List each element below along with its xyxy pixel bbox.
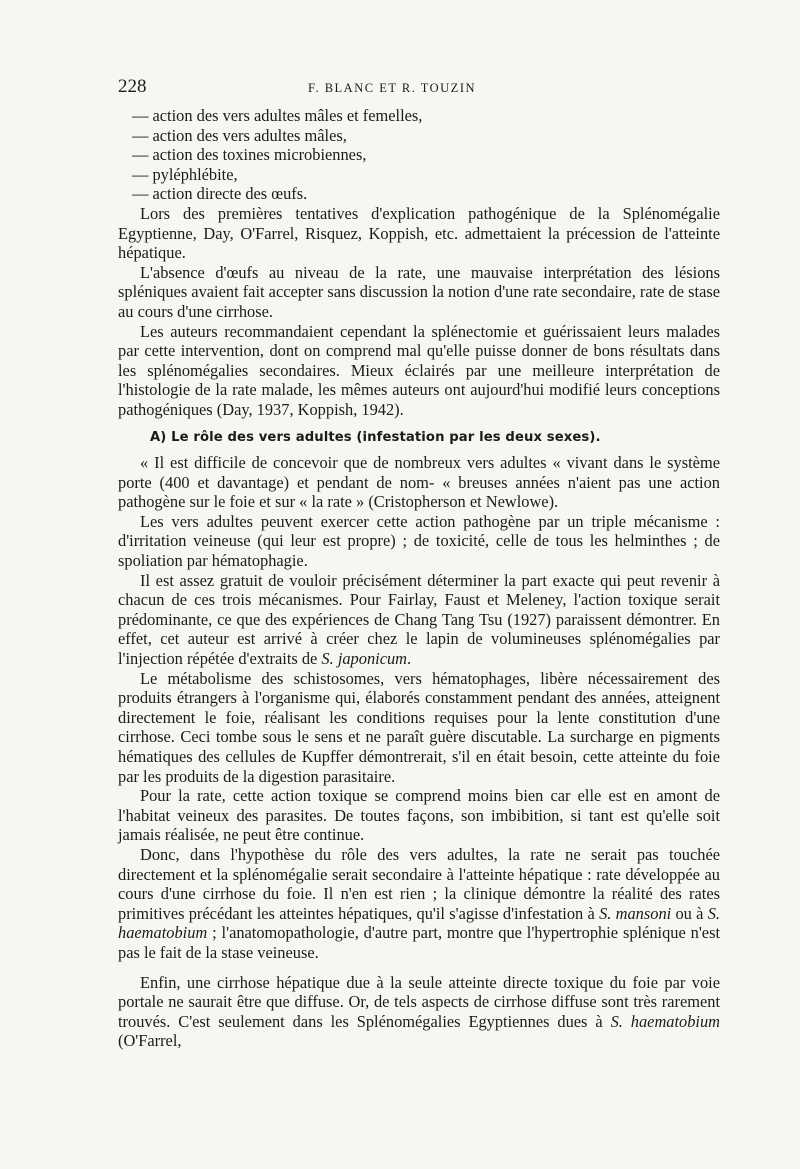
- species-name: S. haematobium: [118, 903, 720, 943]
- text-run: .: [407, 649, 412, 669]
- mechanism-list: [118, 106, 720, 204]
- page-number: 228: [118, 76, 147, 97]
- species-name: S. mansoni: [599, 903, 672, 923]
- paragraph: [118, 845, 720, 963]
- page-header: [118, 76, 720, 98]
- paragraph: [118, 973, 720, 1051]
- list-item: — action directe des œufs.: [132, 184, 308, 204]
- paragraph: Les auteurs recommandaient cependant la splénectomie et guérissaient leurs malades par cette intervention, dont on comprend mal qu'elle puisse donner de bons résultats dans les splénomégalies secondaires. Mieux éclairés par une meilleure interprétation de l'histologie de la rate malade, les mêmes auteurs ont aujourd'hui modifié leurs conceptions pathogéniques (Day, 1937, Koppish, 1942).: [118, 321, 720, 419]
- paragraph: Les vers adultes peuvent exercer cette action pathogène par un triple mécanisme : d'irritation veineuse (qui leur est propre) ; de toxicité, celle de tous les helminthes ; de spoliation par hématophagie.: [118, 511, 720, 571]
- list-item: — action des toxines microbiennes,: [132, 145, 367, 165]
- paragraph: Le métabolisme des schistosomes, vers hématophages, libère nécessairement des produits étrangers à l'organisme qui, élaborés constamment pendant des années, atteignent directement le foie, réalisant les conditions requises pour la lente constitution d'une cirrhose. Ceci tombe sous le sens et ne paraît guère discutable. La surcharge en pigments hématiques des cellules de Kupffer démontrerait, s'il en était besoin, cette atteinte du foie par les produits de la digestion parasitaire.: [118, 668, 720, 786]
- text-run: ; l'anatomopathologie, d'autre part, montre que l'hypertrophie splénique n'est pas le fait de la stase veineuse.: [118, 923, 720, 962]
- paragraph-quote: « Il est difficile de concevoir que de nombreux vers adultes « vivant dans le système porte (400 et davantage) et pendant de nom- « breuses années n'aient pas une action pathogène sur le foie et sur « la rate » (Cristopherson et Newlowe).: [118, 453, 720, 512]
- text-run: (O'Farrel,: [118, 1031, 182, 1051]
- species-name: S. japonicum: [321, 649, 408, 669]
- list-item: — pyléphlébite,: [132, 164, 238, 184]
- section-heading: A) Le rôle des vers adultes (infestation par les deux sexes).: [150, 429, 601, 445]
- text-run: ou à: [671, 903, 708, 923]
- list-item: — action des vers adultes mâles et femelles,: [132, 106, 423, 125]
- paragraph: L'absence d'œufs au niveau de la rate, une mauvaise interprétation des lésions spléniques avaient fait accepter sans discussion la notion d'une rate secondaire, rate de stase au cours d'une cirrhose.: [118, 262, 720, 321]
- list-item: — action des vers adultes mâles,: [132, 125, 347, 145]
- text-run: Donc, dans l'hypothèse du rôle des vers adultes, la rate ne serait pas touchée directement et la splénomégalie serait secondaire à l'atteinte hépatique : rate développée au cours d'une cirrhose du foie. Il n'en est rien ; la clinique démontre la réalité des rates primitives précédant les atteintes hépatiques, qu'il s'agisse d'infestation à: [118, 844, 720, 923]
- paragraph: Pour la rate, cette action toxique se comprend moins bien car elle est en amont de l'habitat veineux des parasites. De toutes façons, son imbibition, si tant est qu'elle soit jamais réalisée, ne peut être continue.: [118, 786, 720, 845]
- paragraph: Lors des premières tentatives d'explication pathogénique de la Splénomégalie Egyptienne, Day, O'Farrel, Risquez, Koppish, etc. admettaient la précession de l'atteinte hépatique.: [118, 203, 720, 263]
- text-run: Il est assez gratuit de vouloir précisément déterminer la part exacte qui peut revenir à chacun de ces trois mécanismes. Pour Fairlay, Faust et Meleney, l'action toxique serait prédominante, ce que des expériences de Chang Tang Tsu (1927) paraissent démontrer. En effet, cet auteur est arrivé à créer chez le lapin de volumineuses splénomégalies par l'injection répétée d'extraits de: [118, 570, 720, 669]
- text-run: Enfin, une cirrhose hépatique due à la seule atteinte directe toxique du foie par voie portale ne saurait être que diffuse. Or, de tels aspects de cirrhose diffuse sont très rarement trouvés. C'est seulement dans les Splénomégalies Egyptiennes dues à: [118, 972, 720, 1031]
- paragraph-gap: [118, 963, 720, 973]
- paragraph: [118, 571, 720, 669]
- page-body: [118, 106, 720, 1051]
- species-name: S. haematobium: [610, 1011, 721, 1031]
- running-head: F. BLANC ET R. TOUZIN: [308, 81, 477, 95]
